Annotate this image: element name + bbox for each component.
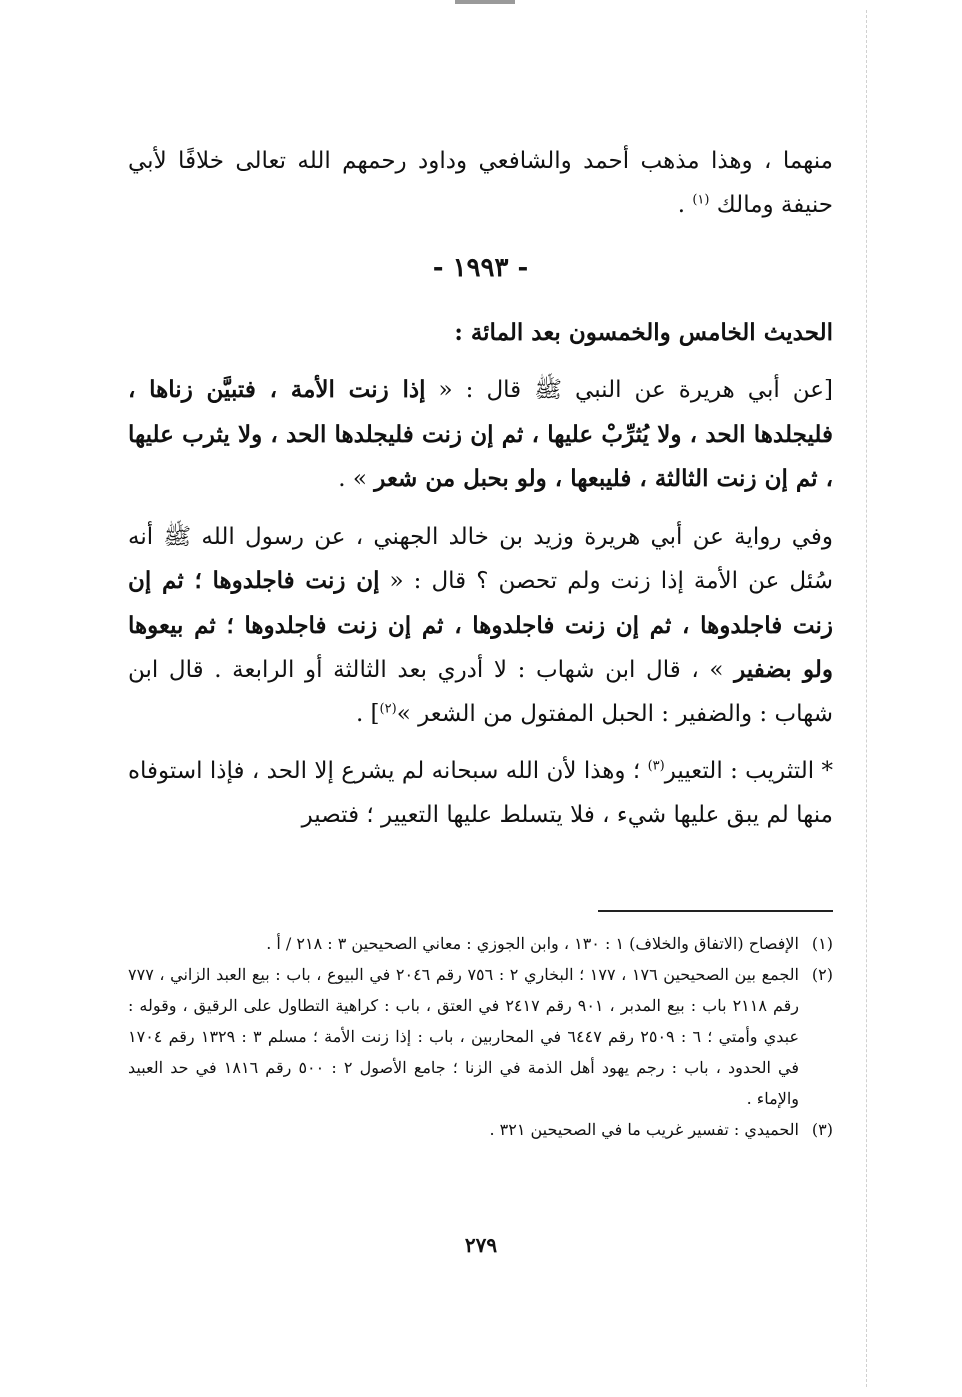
page-edge-line: [866, 10, 867, 1387]
hadith-paragraph-2: وفي رواية عن أبي هريرة وزيد بن خالد الجهني ، عن رسول الله ﷺ أنه سُئل عن الأمة إذا زنت ولم تحصن ؟ قال : « إن زنت فاجلدوها ؛ ثم إن زنت فاجلدوها ، ثم إن زنت فاجلدوها ، ثم إن زنت فاجلدوها ؛ ثم بيعوها ولو بضفير » ، قال ابن شهاب : لا أدري بعد الثالثة أو الرابعة . قال ابن شهاب : والضفير : الحبل المفتول من الشعر »$^{(٢)}$] .: [128, 523, 833, 727]
commentary-paragraph: * التثريب : التعيير$^{(٣)}$ ؛ وهذا لأن الله سبحانه لم يشرع إلا الحد ، فإذا استوفاه منها لم يبق عليها شيء ، فلا يتسلط عليها التعيير ؛ فتصير: [128, 758, 833, 828]
footnote-text: الإفصاح (الاتفاق والخلاف) ١ : ١٣٠ ، وابن الجوزي : معاني الصحيحين ٣ : ٢١٨ / أ .: [266, 934, 799, 953]
footnote-number: (٣): [811, 1120, 833, 1139]
footnote-ref-1[interactable]: (١): [692, 191, 710, 207]
hadith-text-1: إذا زنت الأمة ، فتبيَّن زناها ، فليجلدها الحد ، ولا يُثرِّبْ عليها ، ثم إن زنت فليجلدها الحد ، ولا يثرب عليها ، ثم إن زنت الثالثة ، فليبعها ، ولو بحبل من شعر: [128, 376, 833, 492]
footnote-number: (٢): [811, 965, 833, 984]
footnotes: [128, 928, 833, 1145]
footnote-text: الحميدي : تفسير غريب ما في الصحيحين ٣٢١ .: [489, 1120, 799, 1139]
footnote-item: [128, 1114, 833, 1145]
hadith-text-2: إن زنت فاجلدوها ؛ ثم إن زنت فاجلدوها ، ثم إن زنت فاجلدوها ، ثم إن زنت فاجلدوها ؛ ثم بيعوها ولو بضفير: [128, 567, 833, 683]
footnote-separator: [598, 910, 833, 912]
footnote-ref-3[interactable]: (٣): [647, 758, 665, 774]
hadith-paragraph-1: [عن أبي هريرة عن النبي ﷺ قال : « إذا زنت الأمة ، فتبيَّن زناها ، فليجلدها الحد ، ولا يُثرِّبْ عليها ، ثم إن زنت فليجلدها الحد ، ولا يثرب عليها ، ثم إن زنت الثالثة ، فليبعها ، ولو بحبل من شعر » .: [128, 376, 833, 492]
intro-paragraph: منهما ، وهذا مذهب أحمد والشافعي وداود رحمهم الله تعالى خلافًا لأبي حنيفة ومالك $^{(١)}$ .: [128, 148, 833, 218]
footnote-item: [128, 928, 833, 959]
footnote-text: الجمع بين الصحيحين ١٧٦ ، ١٧٧ ؛ البخاري ٢ : ٧٥٦ رقم ٢٠٤٦ في البيوع ، باب : بيع العبد الزاني ، ٧٧٧ رقم ٢١١٨ باب : بيع المدبر ، ٩٠١ رقم ٢٤١٧ في العتق ، باب : كراهية التطاول على الرقيق ، وقوله : عبدي وأمتي ؛ ٦ : ٢٥٠٩ رقم ٦٤٤٧ في المحاربين ، باب : إذا زنت الأمة ؛ مسلم ٣ : ١٣٢٩ رقم ١٧٠٤ في الحدود ، باب : رجم يهود أهل الذمة في الزنا ؛ جامع الأصول ٢ : ٥٠٠ رقم ١٨١٦ في حد العبيد والإماء .: [128, 965, 800, 1108]
footnote-ref-2[interactable]: (٢): [379, 700, 397, 716]
scan-artifact: [455, 0, 515, 4]
footnote-item: [128, 959, 833, 1114]
main-text: [128, 140, 833, 837]
page-number: ٢٧٩: [464, 1233, 498, 1257]
hadith-heading: الحديث الخامس والخمسون بعد المائة :: [454, 318, 833, 346]
hadith-number: - ١٩٩٣ -: [432, 253, 529, 283]
footnote-number: (١): [811, 934, 833, 953]
